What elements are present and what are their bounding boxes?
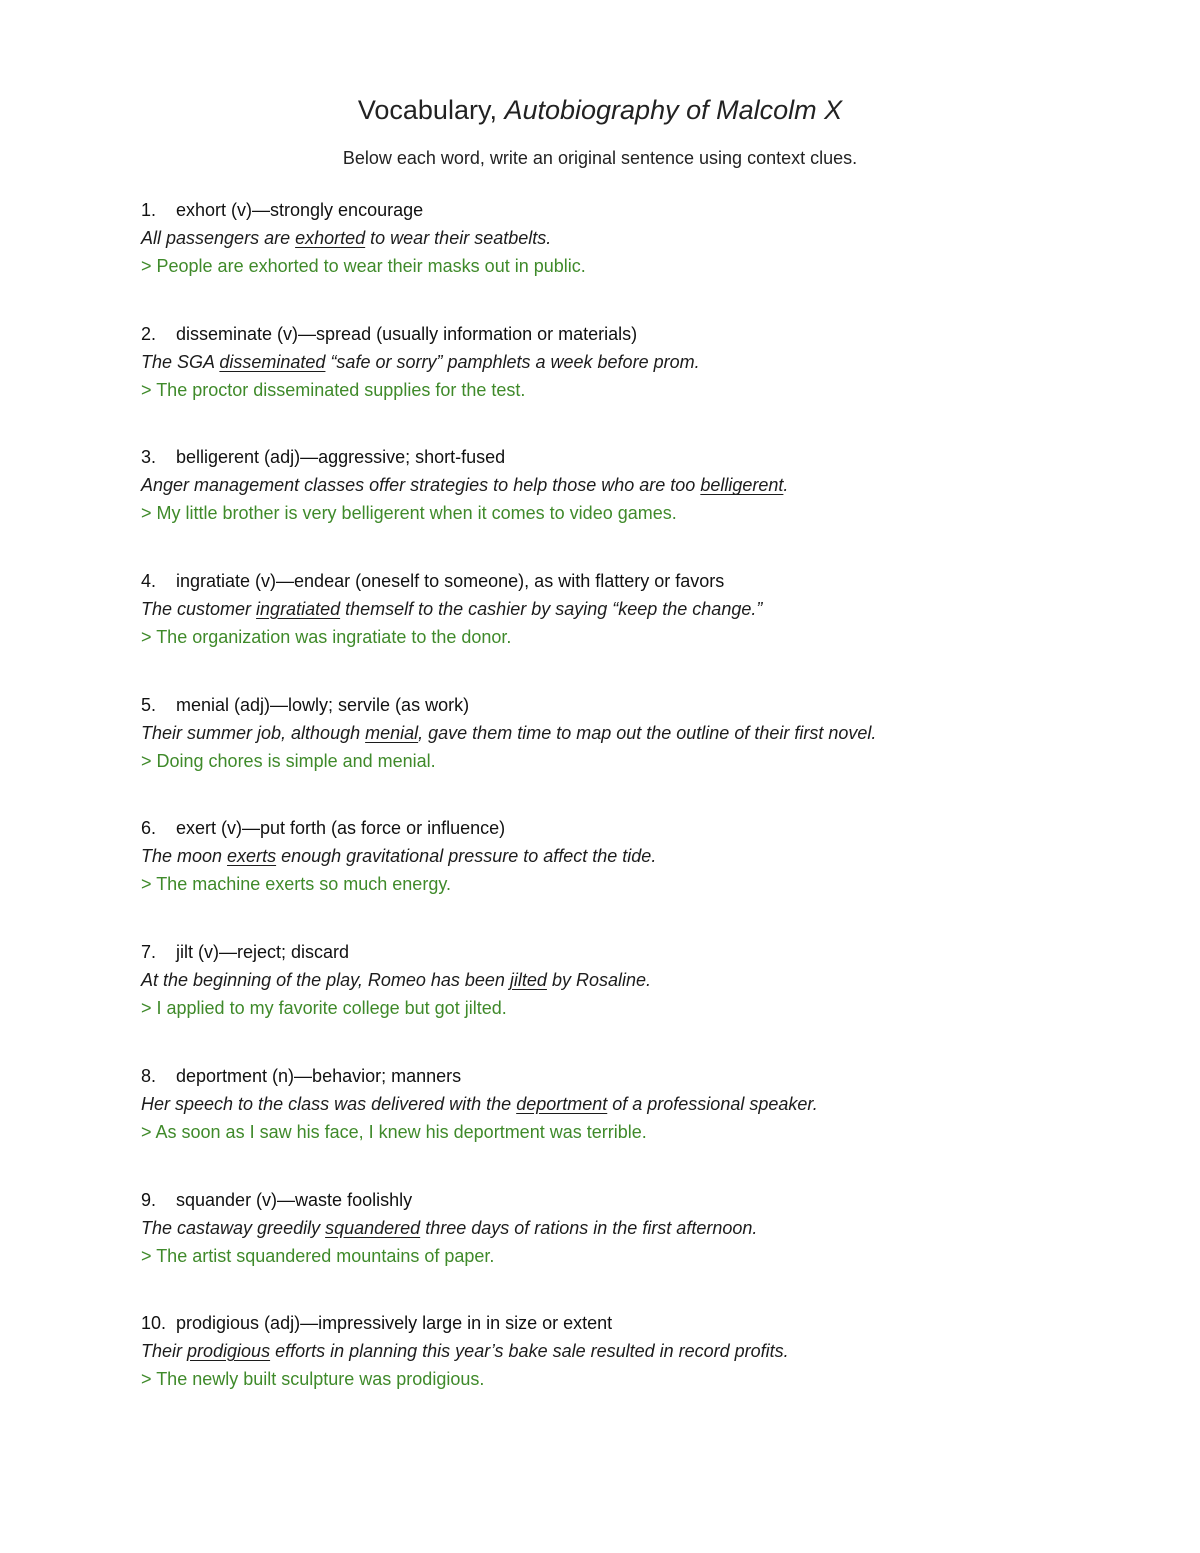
student-answer: > As soon as I saw his face, I knew his deportment was terrible.: [141, 1121, 647, 1142]
term-definition: exhort (v)—strongly encourage: [176, 200, 424, 220]
example-keyword: exhorted: [295, 228, 366, 248]
example-sentence: [141, 595, 1141, 623]
entry-number: 3.: [141, 447, 157, 468]
vocabulary-entry: [141, 443, 1141, 567]
entry-number: 9.: [141, 1189, 157, 1210]
example-keyword: prodigious: [187, 1341, 271, 1362]
example-before: At the beginning of the play, Romeo has been: [141, 970, 510, 991]
example-keyword: disseminated: [219, 351, 326, 372]
example-after: themself to the cashier by saying “keep the change.”: [340, 599, 763, 620]
term-definition: belligerent (adj)—aggressive; short-fused: [176, 447, 506, 468]
student-answer: > My little brother is very belligerent when it comes to video games.: [141, 503, 677, 524]
example-sentence: [141, 966, 1141, 994]
term-definition: deportment (n)—behavior; manners: [176, 1065, 462, 1086]
entry-number: 10.: [141, 1313, 167, 1334]
example-before: Her speech to the class was delivered with the: [141, 1093, 517, 1114]
example-keyword: menial: [365, 722, 419, 743]
term-line: [141, 1309, 1141, 1337]
vocabulary-list: [141, 196, 1141, 1433]
example-keyword: deportment: [516, 1093, 608, 1114]
term-line: [141, 1186, 1141, 1214]
example-keyword: belligerent: [700, 475, 784, 496]
term-definition: squander (v)—waste foolishly: [176, 1189, 413, 1210]
vocabulary-entry: [141, 938, 1141, 1062]
term-line: [141, 443, 1141, 471]
example-sentence: [141, 1090, 1141, 1118]
student-answer: > I applied to my favorite college but got jilted.: [141, 998, 507, 1019]
example-sentence: [141, 348, 1141, 376]
student-answer: > The proctor disseminated supplies for the test.: [141, 379, 526, 400]
example-before: Their: [141, 1341, 188, 1362]
term-definition: menial (adj)—lowly; servile (as work): [176, 694, 470, 715]
example-after: “safe or sorry” pamphlets a week before prom.: [325, 351, 700, 372]
example-sentence: [141, 224, 1141, 252]
entry-number: 1.: [141, 200, 157, 220]
term-line: [141, 938, 1141, 966]
student-answer: > Doing chores is simple and menial.: [141, 750, 436, 771]
student-answer: > The artist squandered mountains of paper.: [141, 1245, 495, 1266]
term-definition: ingratiate (v)—endear (oneself to someone), as with flattery or favors: [176, 571, 725, 592]
example-before: The moon: [141, 846, 228, 867]
example-after: .: [783, 475, 789, 496]
example-after: by Rosaline.: [546, 970, 652, 991]
document-title: [0, 92, 1200, 128]
entry-number: 5.: [141, 694, 157, 715]
term-line: [141, 320, 1141, 348]
example-keyword: squandered: [325, 1217, 421, 1238]
vocabulary-entry: [141, 1186, 1141, 1310]
term-definition: exert (v)—put forth (as force or influence): [176, 818, 506, 839]
entry-number: 6.: [141, 818, 157, 839]
example-after: three days of rations in the first afternoon.: [420, 1217, 758, 1238]
student-answer: > The newly built sculpture was prodigious.: [141, 1369, 485, 1390]
entry-number: 2.: [141, 323, 157, 344]
student-answer: > The machine exerts so much energy.: [141, 874, 451, 895]
example-before: Their summer job, although: [141, 722, 366, 743]
student-answer: > People are exhorted to wear their masks out in public.: [141, 256, 586, 276]
vocabulary-entry: [141, 1309, 1141, 1433]
entry-number: 4.: [141, 571, 157, 592]
vocabulary-entry: [141, 196, 1141, 320]
term-line: [141, 196, 1141, 224]
example-after: of a professional speaker.: [607, 1093, 818, 1114]
student-answer: > The organization was ingratiate to the donor.: [141, 627, 512, 648]
term-line: [141, 1062, 1141, 1090]
example-before: The customer: [141, 599, 257, 620]
entry-number: 8.: [141, 1065, 157, 1086]
term-line: [141, 691, 1141, 719]
example-before: Anger management classes offer strategies to help those who are too: [141, 475, 701, 496]
instructions: Below each word, write an original sentence using context clues.: [342, 148, 858, 168]
vocabulary-entry: [141, 320, 1141, 444]
title-prefix: Vocabulary,: [357, 95, 505, 125]
example-sentence: [141, 1214, 1141, 1242]
example-before: The castaway greedily: [141, 1217, 326, 1238]
example-after: to wear their seatbelts.: [365, 228, 552, 248]
example-sentence: [141, 719, 1141, 747]
term-line: [141, 567, 1141, 595]
example-after: efforts in planning this year’s bake sale resulted in record profits.: [270, 1341, 789, 1362]
example-before: The SGA: [141, 351, 220, 372]
term-definition: prodigious (adj)—impressively large in in size or extent: [176, 1313, 613, 1334]
example-keyword: ingratiated: [256, 599, 341, 620]
example-after: , gave them time to map out the outline of their first novel.: [418, 722, 877, 743]
example-sentence: [141, 471, 1141, 499]
vocabulary-entry: [141, 567, 1141, 691]
example-sentence: [141, 842, 1141, 870]
term-definition: jilt (v)—reject; discard: [176, 942, 350, 963]
example-before: All passengers are: [141, 228, 296, 248]
term-definition: disseminate (v)—spread (usually information or materials): [176, 323, 638, 344]
entry-number: 7.: [141, 942, 157, 963]
example-sentence: [141, 1337, 1141, 1365]
example-after: enough gravitational pressure to affect the tide.: [276, 846, 657, 867]
title-book-name: Autobiography of Malcolm X: [504, 95, 843, 125]
vocabulary-entry: [141, 691, 1141, 815]
example-keyword: jilted: [509, 970, 547, 991]
vocabulary-entry: [141, 814, 1141, 938]
term-line: [141, 814, 1141, 842]
vocabulary-entry: [141, 1062, 1141, 1186]
example-keyword: exerts: [227, 846, 277, 867]
